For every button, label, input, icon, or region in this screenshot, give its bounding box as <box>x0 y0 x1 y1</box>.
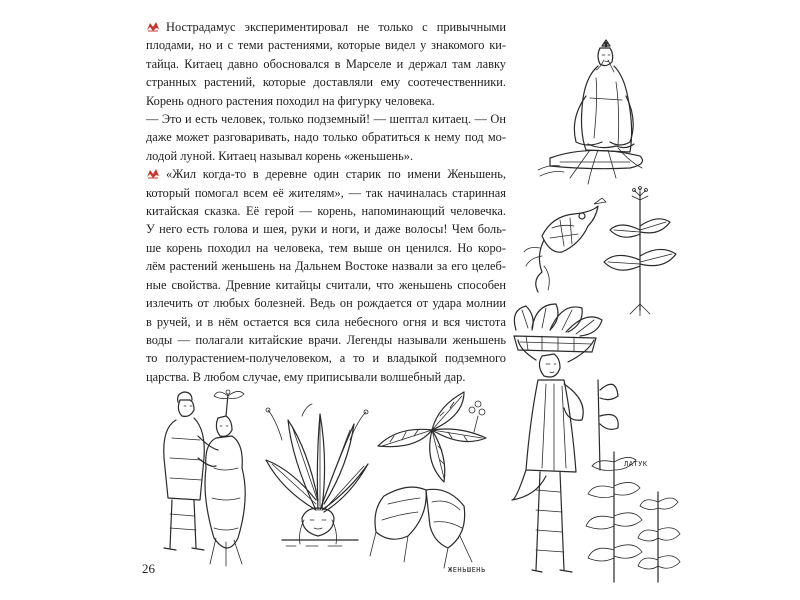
paragraph-marker-icon <box>146 168 160 179</box>
paragraph-marker-icon <box>146 21 160 32</box>
ginseng-label: ЖЕНЬШЕНЬ <box>448 566 486 574</box>
ginseng-plant-illustration <box>600 186 680 316</box>
seated-chinese-man-illustration <box>530 38 660 188</box>
lettuce-illustration <box>584 432 684 592</box>
page-number: 26 <box>142 561 155 576</box>
lettuce-label: ЛАТУК <box>624 460 648 468</box>
body-text <box>146 18 506 386</box>
fish-root-illustration <box>522 196 612 296</box>
man-with-root-illustration <box>158 388 270 568</box>
paragraph-2: — Это и есть человек, только подземный! — шептал китаец. — Он даже может разговаривать, надо только обратиться к нему под мо- лодой луной. Китаец называл корень «женьшень». <box>146 112 506 163</box>
paragraph-1: Нострадамус экспериментировал не только с привычными плодами, но и с теми растениями, которые видел у знакомого ки- тайца. Китаец давно обосновался в Марселе и держал там лавку странных растений, которые доставляли ему соотечественники. Корень одного растения походил на фигурку человека. <box>146 20 506 108</box>
ginseng-roots-illustration <box>368 386 508 576</box>
paragraph-3: «Жил когда-то в деревне один старик по имени Женьшень, который помогал всем её жителям», — так начиналась старинная китайская сказка. Её герой — корень, напоминающий человечка. У него есть голова и шея, руки и ноги, и даже волосы! Чем боль- ше корень походил на человека, тем выше он ценился. Но коро- лём растений женьшень на Дальнем Востоке назвали за его целеб- ные свойства. Древние китайцы считали, что женьшень способен излечить от любых болезней. Ведь он рождается от удара молнии в ручей, и в нём остается вся сила небесного огня и вся чистота воды — полагали китайские врачи. Легенды называли женьшень то полурастением-получеловеком, а то и владыкой подземного царства. В любом случае, ему приписывали волшебный дар. <box>146 167 506 384</box>
mandrake-illustration <box>262 400 372 550</box>
